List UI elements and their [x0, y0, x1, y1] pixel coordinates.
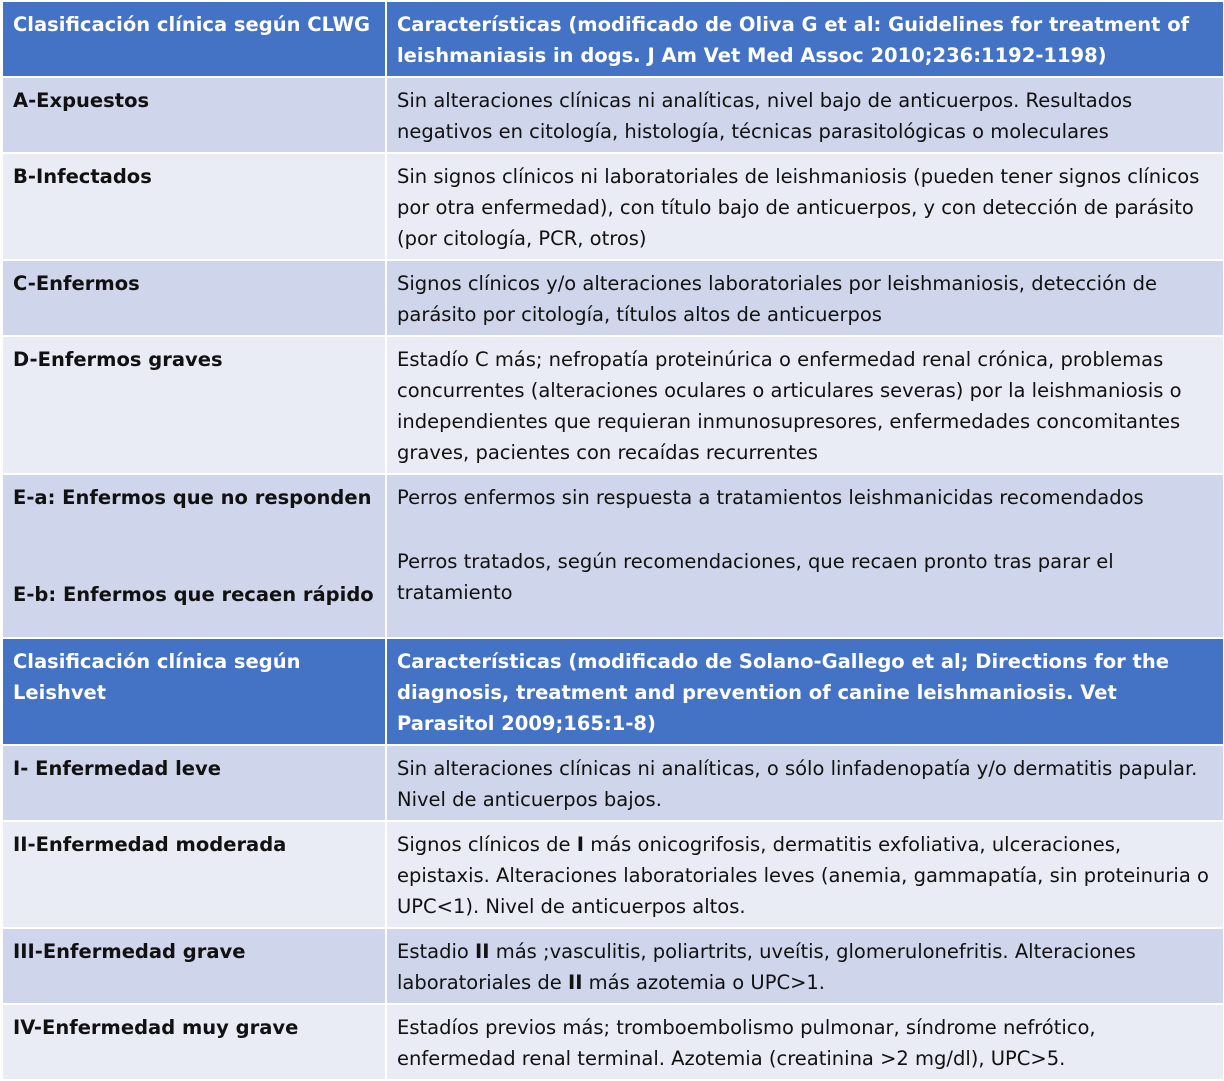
stage-label-eb: E-b: Enfermos que recaen rápido — [13, 583, 374, 606]
table-row — [2, 928, 1224, 1004]
stage-description — [386, 821, 1224, 928]
text-segment: Estadio — [397, 940, 475, 963]
leishvet-header-col2: Características (modificado de Solano-Gallego et al; Directions for the diagnosis, treatment and prevention of canine leishmaniosis. Vet Parasitol 2009;165:1-8) — [386, 638, 1224, 745]
text-segment: Signos clínicos de — [397, 833, 577, 856]
text-segment: más azotemia o UPC>1. — [582, 971, 826, 994]
stage-description — [386, 928, 1224, 1004]
stage-label-e — [2, 474, 386, 638]
clwg-header-col1: Clasificación clínica según CLWG — [2, 1, 386, 77]
table-row — [2, 77, 1224, 153]
text-segment-bold: I — [576, 833, 585, 856]
stage-label: B-Infectados — [2, 153, 386, 260]
stage-description-ea: Perros enfermos sin respuesta a tratamientos leishmanicidas recomendados — [397, 486, 1144, 509]
spacer — [13, 546, 377, 579]
classification-table — [1, 0, 1224, 1081]
stage-description: Estadío C más; nefropatía proteinúrica o enfermedad renal crónica, problemas concurrentes (alteraciones oculares o articulares severas) por la leishmaniosis o independientes que requieran inmunosupresores, enfermedades concomitantes graves, pacientes con recaídas recurrentes — [386, 336, 1224, 474]
text-segment: más ;vasculitis, poliartrits, uveítis, glomerulonefritis. Alteraciones laboratoriales de — [397, 940, 1136, 994]
stage-description: Sin signos clínicos ni laboratoriales de leishmaniosis (pueden tener signos clínicos por otra enfermedad), con título bajo de anticuerpos, y con detección de parásito (por citología, PCR, otros) — [386, 153, 1224, 260]
stage-description-e — [386, 474, 1224, 638]
spacer — [397, 513, 1215, 546]
text-segment: más onicogrifosis, dermatitis exfoliativa, ulceraciones, epistaxis. Alteraciones laboratoriales leves (anemia, gammapatía, sin proteinuria o UPC<1). Nivel de anticuerpos altos. — [397, 833, 1209, 918]
table-row — [2, 821, 1224, 928]
table-row — [2, 260, 1224, 336]
stage-label-ea: E-a: Enfermos que no responden — [13, 486, 372, 509]
table-row — [2, 474, 1224, 638]
stage-description: Sin alteraciones clínicas ni analíticas, nivel bajo de anticuerpos. Resultados negativos en citología, histología, técnicas parasitológicas o moleculares — [386, 77, 1224, 153]
spacer — [13, 513, 377, 546]
stage-label: I- Enfermedad leve — [2, 745, 386, 821]
clwg-header-col2: Características (modificado de Oliva G et al: Guidelines for treatment of leishmaniasis in dogs. J Am Vet Med Assoc 2010;236:1192-1198) — [386, 1, 1224, 77]
stage-description: Signos clínicos y/o alteraciones laboratoriales por leishmaniosis, detección de parásito por citología, títulos altos de anticuerpos — [386, 260, 1224, 336]
stage-description: Estadíos previos más; tromboembolismo pulmonar, síndrome nefrótico, enfermedad renal terminal. Azotemia (creatinina >2 mg/dl), UPC>5. — [386, 1004, 1224, 1080]
table-row — [2, 153, 1224, 260]
stage-label: D-Enfermos graves — [2, 336, 386, 474]
stage-description-eb: Perros tratados, según recomendaciones, que recaen pronto tras parar el tratamiento — [397, 550, 1114, 604]
table-row — [2, 745, 1224, 821]
stage-label: II-Enfermedad moderada — [2, 821, 386, 928]
clwg-header-row — [2, 1, 1224, 77]
leishvet-header-row — [2, 638, 1224, 745]
stage-label: A-Expuestos — [2, 77, 386, 153]
stage-label: IV-Enfermedad muy grave — [2, 1004, 386, 1080]
stage-description: Sin alteraciones clínicas ni analíticas, o sólo linfadenopatía y/o dermatitis papular. Nivel de anticuerpos bajos. — [386, 745, 1224, 821]
leishvet-header-col1: Clasificación clínica según Leishvet — [2, 638, 386, 745]
text-segment-bold: II — [567, 971, 583, 994]
table-row — [2, 1004, 1224, 1080]
text-segment-bold: II — [475, 940, 490, 963]
stage-label: C-Enfermos — [2, 260, 386, 336]
table-row — [2, 336, 1224, 474]
stage-label: III-Enfermedad grave — [2, 928, 386, 1004]
